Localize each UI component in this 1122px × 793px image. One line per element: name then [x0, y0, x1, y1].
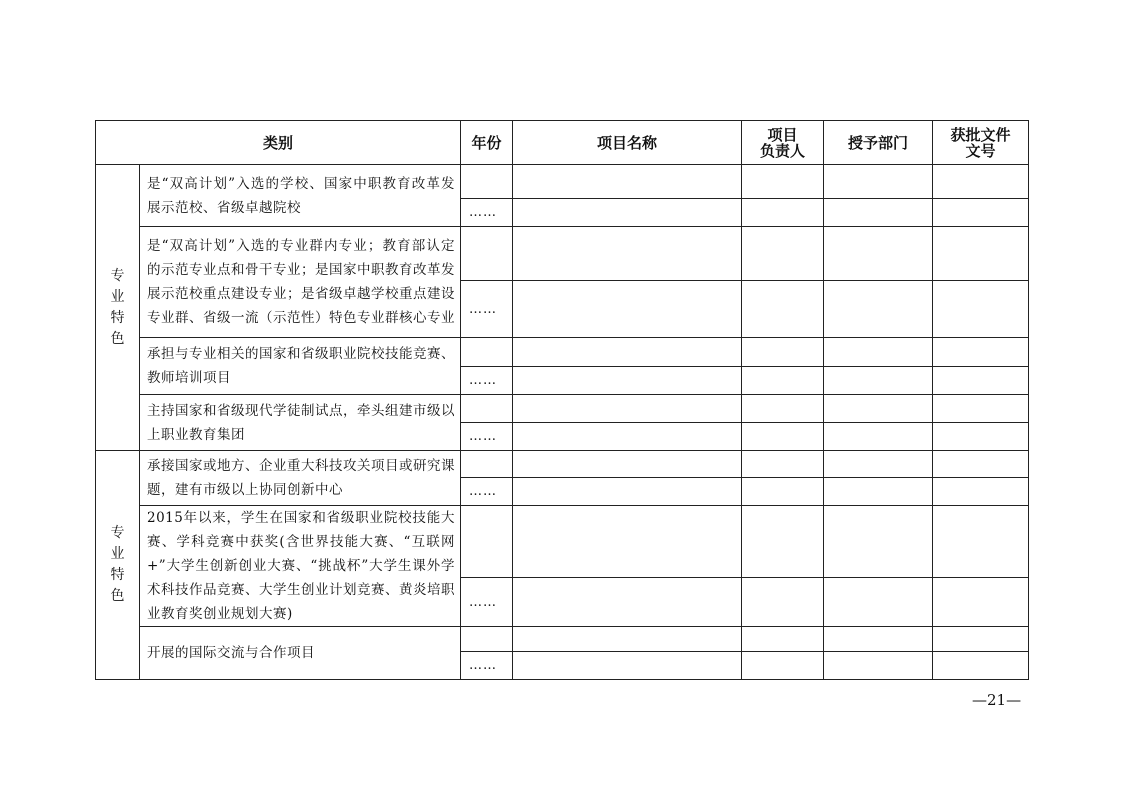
ellipsis: …… [461, 367, 513, 395]
cell-project-name[interactable] [513, 281, 742, 338]
item-description: 承担与专业相关的国家和省级职业院校技能竞赛、教师培训项目 [140, 338, 461, 395]
item-description: 2015年以来，学生在国家和省级职业院校技能大赛、学科竞赛中获奖(含世界技能大赛、“互联网+”大学生创新创业大赛、“挑战杯”大学生课外学术科技作品竞赛、大学生创业计划竞赛、黄炎培职业教育奖创业规划大赛) [140, 506, 461, 627]
cell-document[interactable] [933, 451, 1029, 478]
cell-leader[interactable] [742, 199, 824, 227]
cell-project-name[interactable] [513, 627, 742, 652]
header-year: 年份 [461, 121, 513, 165]
ellipsis: …… [461, 478, 513, 506]
cell-year[interactable] [461, 165, 513, 199]
cell-department[interactable] [824, 478, 933, 506]
group-label-2: 专 业 特 色 [96, 451, 140, 680]
cell-department[interactable] [824, 506, 933, 578]
cell-document[interactable] [933, 652, 1029, 680]
cell-department[interactable] [824, 367, 933, 395]
achievement-table [95, 120, 1029, 680]
cell-leader[interactable] [742, 478, 824, 506]
table-row [96, 395, 1029, 423]
cell-project-name[interactable] [513, 227, 742, 281]
cell-project-name[interactable] [513, 478, 742, 506]
table-row [96, 627, 1029, 652]
header-leader-line1: 项目 [767, 125, 798, 144]
item-description: 开展的国际交流与合作项目 [140, 627, 461, 680]
cell-project-name[interactable] [513, 506, 742, 578]
header-row [96, 121, 1029, 165]
cell-project-name[interactable] [513, 395, 742, 423]
group-label-1: 专 业 特 色 [96, 165, 140, 451]
cell-department[interactable] [824, 338, 933, 367]
cell-department[interactable] [824, 423, 933, 451]
cell-document[interactable] [933, 423, 1029, 451]
header-approval-document [933, 121, 1029, 165]
cell-year[interactable] [461, 506, 513, 578]
header-leader-line2: 负责人 [760, 141, 806, 160]
ellipsis: …… [461, 652, 513, 680]
cell-project-name[interactable] [513, 199, 742, 227]
table-row [96, 165, 1029, 199]
header-doc-line2: 文号 [965, 141, 996, 160]
cell-department[interactable] [824, 281, 933, 338]
cell-leader[interactable] [742, 395, 824, 423]
page-number: —21— [972, 691, 1022, 709]
cell-document[interactable] [933, 199, 1029, 227]
cell-project-name[interactable] [513, 165, 742, 199]
cell-project-name[interactable] [513, 578, 742, 627]
cell-document[interactable] [933, 165, 1029, 199]
cell-document[interactable] [933, 627, 1029, 652]
ellipsis: …… [461, 423, 513, 451]
cell-department[interactable] [824, 578, 933, 627]
cell-department[interactable] [824, 451, 933, 478]
cell-leader[interactable] [742, 578, 824, 627]
cell-year[interactable] [461, 627, 513, 652]
cell-document[interactable] [933, 338, 1029, 367]
cell-document[interactable] [933, 281, 1029, 338]
item-description: 承接国家或地方、企业重大科技攻关项目或研究课题，建有市级以上协同创新中心 [140, 451, 461, 506]
cell-document[interactable] [933, 227, 1029, 281]
cell-year[interactable] [461, 227, 513, 281]
cell-year[interactable] [461, 451, 513, 478]
cell-department[interactable] [824, 627, 933, 652]
cell-year[interactable] [461, 338, 513, 367]
cell-leader[interactable] [742, 281, 824, 338]
cell-department[interactable] [824, 395, 933, 423]
cell-leader[interactable] [742, 451, 824, 478]
table-row [96, 506, 1029, 578]
table-row [96, 338, 1029, 367]
item-description: 是“双高计划”入选的学校、国家中职教育改革发展示范校、省级卓越院校 [140, 165, 461, 227]
table-row [96, 451, 1029, 478]
header-doc-line1: 获批文件 [950, 125, 1011, 144]
cell-leader[interactable] [742, 338, 824, 367]
cell-document[interactable] [933, 478, 1029, 506]
header-granting-department: 授予部门 [824, 121, 933, 165]
item-description: 主持国家和省级现代学徒制试点，牵头组建市级以上职业教育集团 [140, 395, 461, 451]
cell-document[interactable] [933, 367, 1029, 395]
cell-department[interactable] [824, 199, 933, 227]
table-row [96, 227, 1029, 281]
cell-project-name[interactable] [513, 367, 742, 395]
cell-leader[interactable] [742, 227, 824, 281]
cell-leader[interactable] [742, 423, 824, 451]
cell-project-name[interactable] [513, 451, 742, 478]
cell-project-name[interactable] [513, 338, 742, 367]
ellipsis: …… [461, 281, 513, 338]
item-description: 是“双高计划”入选的专业群内专业；教育部认定的示范专业点和骨干专业；是国家中职教育改革发展示范校重点建设专业；是省级卓越学校重点建设专业群、省级一流（示范性）特色专业群核心专业 [140, 227, 461, 338]
cell-document[interactable] [933, 578, 1029, 627]
header-project-name: 项目名称 [513, 121, 742, 165]
header-project-leader [742, 121, 824, 165]
cell-document[interactable] [933, 395, 1029, 423]
cell-year[interactable] [461, 395, 513, 423]
cell-leader[interactable] [742, 367, 824, 395]
cell-leader[interactable] [742, 506, 824, 578]
cell-department[interactable] [824, 652, 933, 680]
header-category: 类别 [96, 121, 461, 165]
ellipsis: …… [461, 199, 513, 227]
cell-project-name[interactable] [513, 652, 742, 680]
cell-department[interactable] [824, 165, 933, 199]
ellipsis: …… [461, 578, 513, 627]
cell-project-name[interactable] [513, 423, 742, 451]
cell-department[interactable] [824, 227, 933, 281]
cell-leader[interactable] [742, 165, 824, 199]
cell-leader[interactable] [742, 627, 824, 652]
cell-leader[interactable] [742, 652, 824, 680]
cell-document[interactable] [933, 506, 1029, 578]
